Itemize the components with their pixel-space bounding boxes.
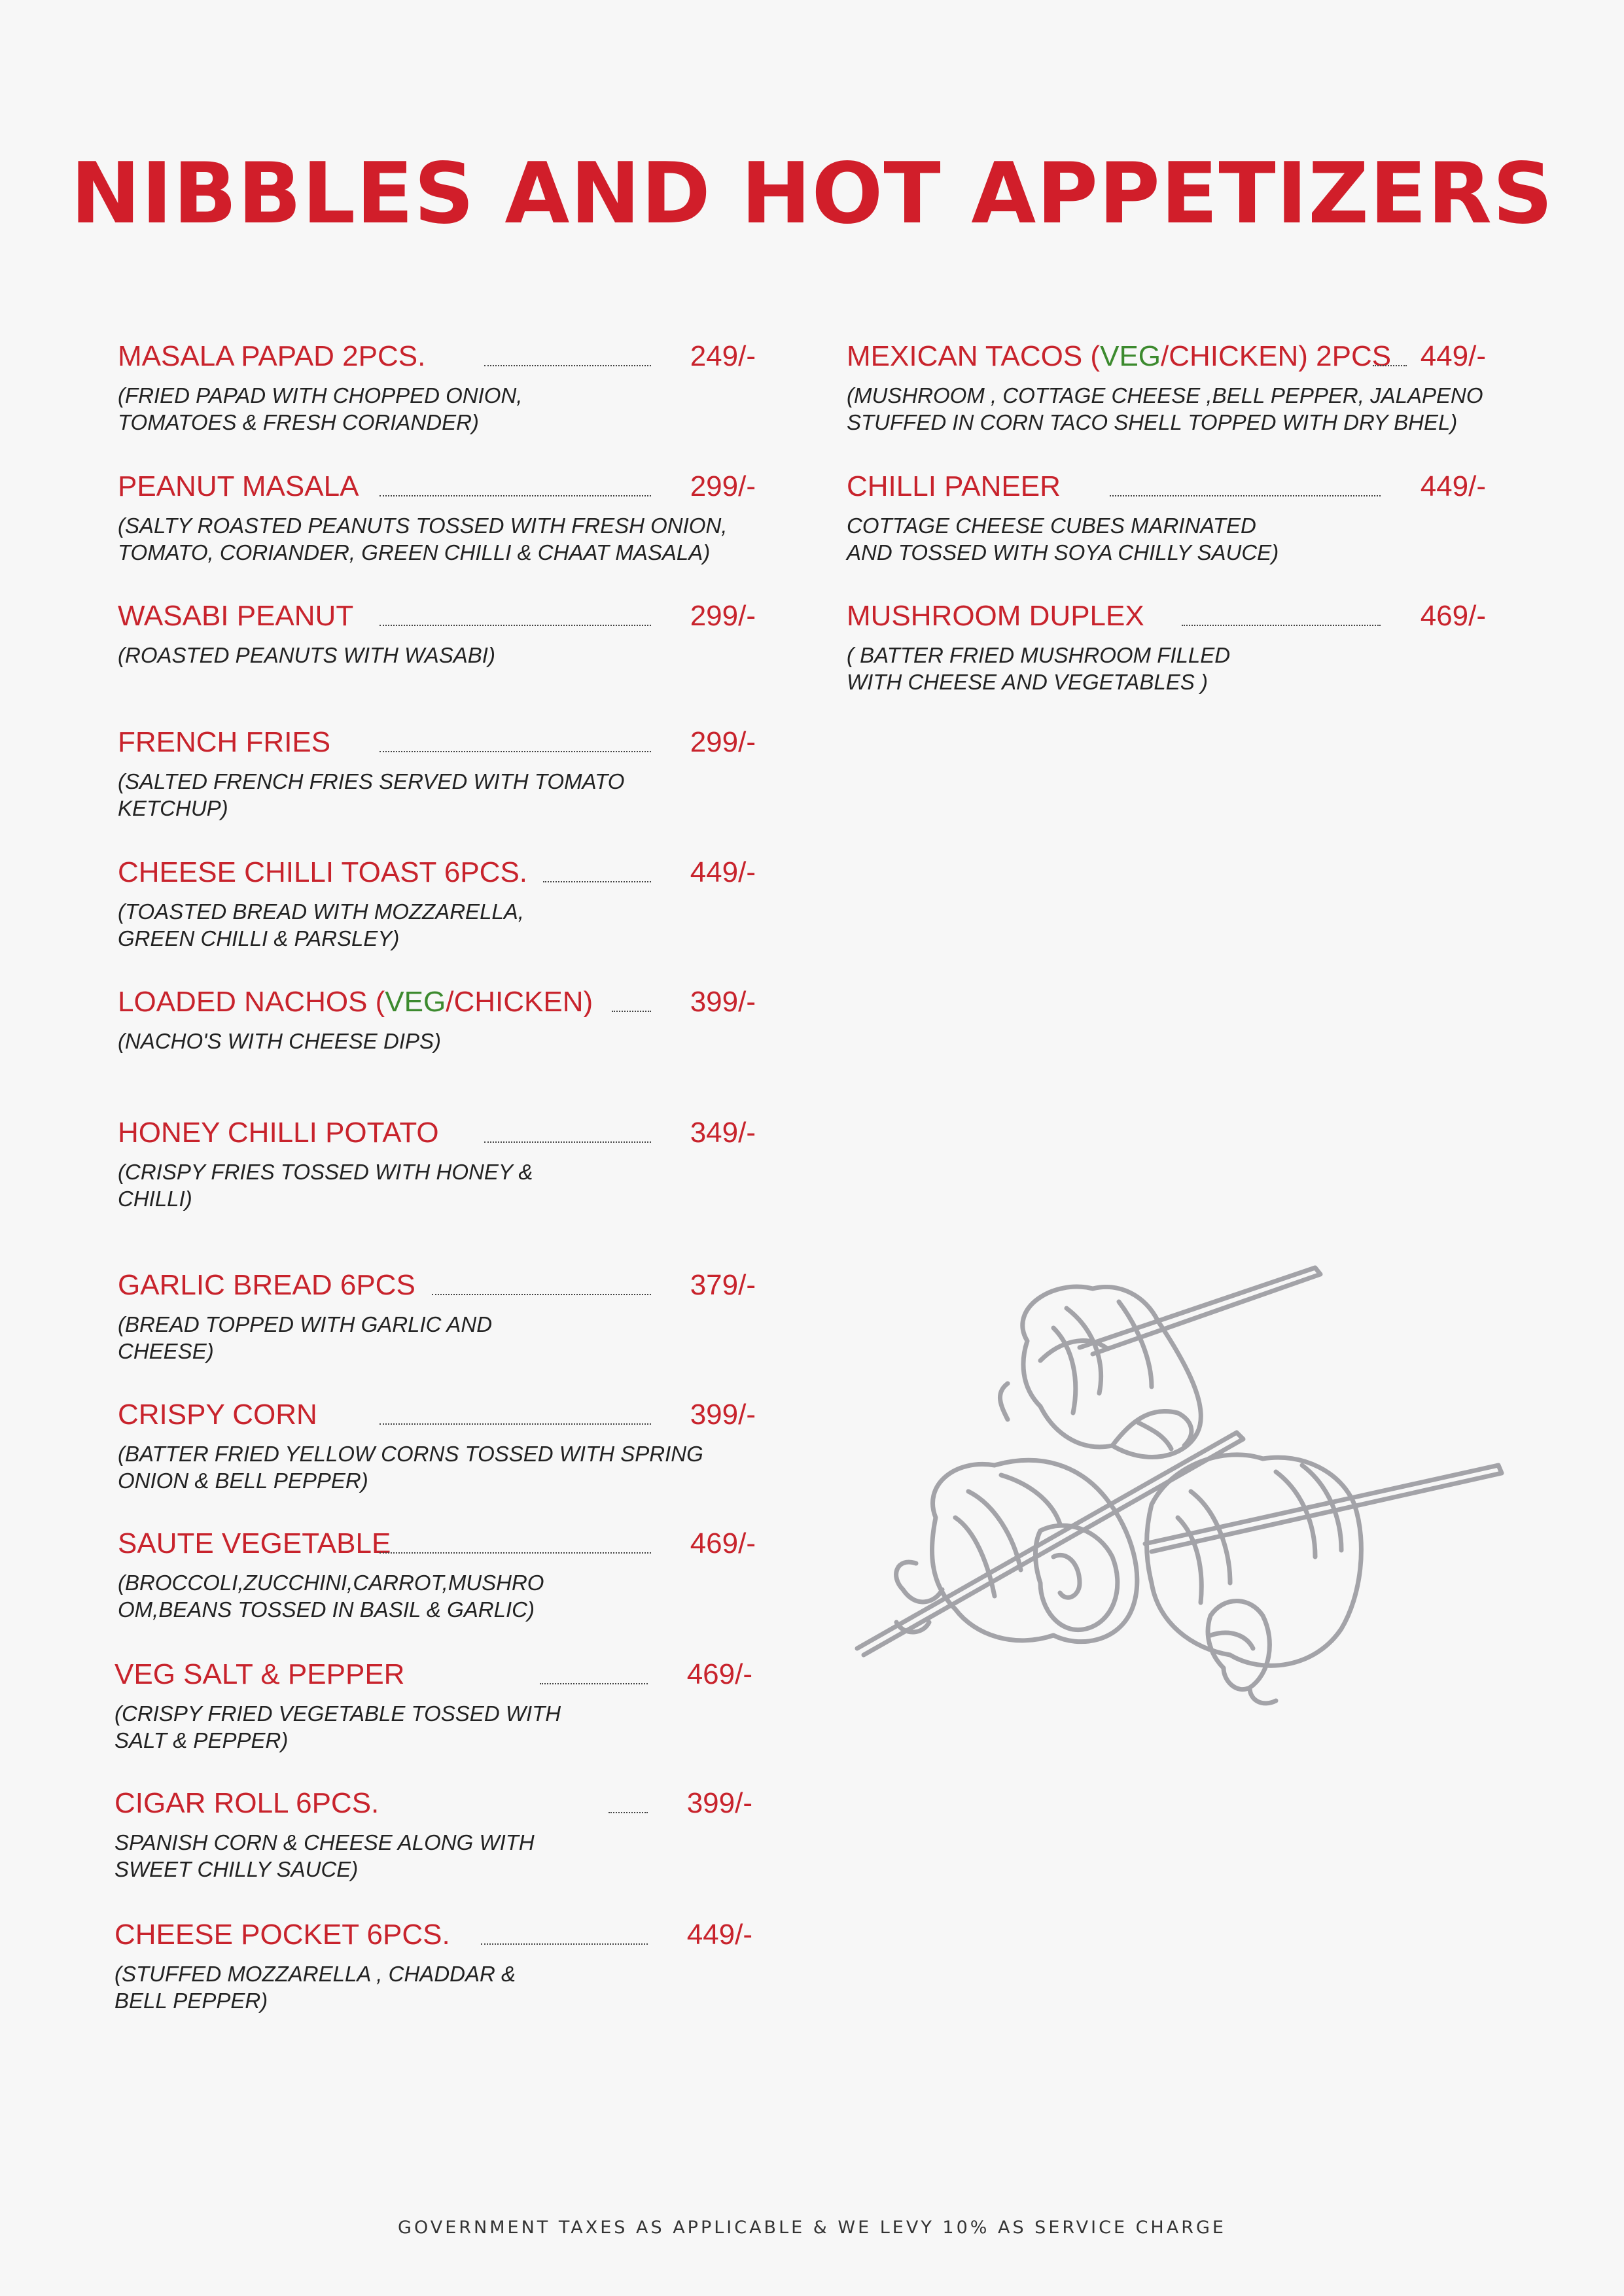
menu-item bbox=[118, 986, 756, 1054]
item-name: SAUTE VEGETABLE bbox=[118, 1527, 391, 1559]
item-name: CHEESE POCKET 6PCS. bbox=[115, 1919, 450, 1951]
leader-dots bbox=[432, 1294, 651, 1295]
item-description: (NACHO'S WITH CHEESE DIPS) bbox=[118, 1029, 442, 1053]
item-name bbox=[118, 986, 593, 1018]
item-description: (ROASTED PEANUTS WITH WASABI) bbox=[118, 643, 495, 667]
item-name-part: MEXICAN TACOS ( bbox=[847, 340, 1101, 372]
menu-item bbox=[118, 1117, 756, 1212]
leader-dots bbox=[380, 1552, 651, 1554]
menu-item bbox=[847, 470, 1486, 566]
item-name: MASALA PAPAD 2PCS. bbox=[118, 340, 426, 372]
item-name: PEANUT MASALA bbox=[118, 470, 359, 502]
veg-label: VEG bbox=[385, 986, 446, 1018]
item-description: (CRISPY FRIES TOSSED WITH HONEY & CHILLI) bbox=[118, 1160, 533, 1211]
item-price: 349/- bbox=[690, 1117, 756, 1149]
item-price: 299/- bbox=[690, 726, 756, 758]
item-name: WASABI PEANUT bbox=[118, 600, 354, 632]
leader-dots bbox=[1373, 365, 1407, 366]
menu-item bbox=[118, 340, 756, 436]
item-name: GARLIC BREAD 6PCS bbox=[118, 1269, 415, 1301]
item-name: CHEESE CHILLI TOAST 6PCS. bbox=[118, 856, 528, 888]
footer-note: GOVERNMENT TAXES AS APPLICABLE & WE LEVY 10% AS SERVICE CHARGE bbox=[398, 2218, 1226, 2238]
item-description: (SALTY ROASTED PEANUTS TOSSED WITH FRESH ONION, TOMATO, CORIANDER, GREEN CHILLI & CHAAT MASALA) bbox=[118, 513, 728, 565]
leader-dots bbox=[543, 881, 651, 882]
item-description: ( BATTER FRIED MUSHROOM FILLED WITH CHEESE AND VEGETABLES ) bbox=[847, 643, 1231, 694]
item-price: 399/- bbox=[690, 1399, 756, 1431]
menu-item bbox=[118, 470, 756, 566]
menu-item bbox=[847, 600, 1486, 695]
menu-item bbox=[115, 1919, 752, 2014]
item-price: 469/- bbox=[1420, 600, 1486, 632]
item-name: MUSHROOM DUPLEX bbox=[847, 600, 1144, 632]
item-name: CRISPY CORN bbox=[118, 1399, 317, 1431]
item-price: 299/- bbox=[690, 600, 756, 632]
item-price: 299/- bbox=[690, 470, 756, 502]
item-name-part: /CHICKEN) 2PCS bbox=[1161, 340, 1392, 372]
item-price: 249/- bbox=[690, 340, 756, 372]
item-description: (STUFFED MOZZARELLA , CHADDAR & BELL PEPPER) bbox=[115, 1962, 516, 2013]
item-name: HONEY CHILLI POTATO bbox=[118, 1117, 439, 1149]
leader-dots bbox=[481, 1943, 648, 1945]
menu-item bbox=[847, 340, 1486, 436]
item-name-part: /CHICKEN) bbox=[446, 986, 593, 1018]
item-description: (BROCCOLI,ZUCCHINI,CARROT,MUSHRO OM,BEANS TOSSED IN BASIL & GARLIC) bbox=[118, 1571, 544, 1622]
leader-dots bbox=[484, 1141, 651, 1143]
leader-dots bbox=[540, 1683, 648, 1684]
leader-dots bbox=[1182, 625, 1381, 626]
leader-dots bbox=[380, 1423, 651, 1425]
menu-item bbox=[118, 856, 756, 952]
item-price: 399/- bbox=[690, 986, 756, 1018]
menu-item bbox=[118, 600, 756, 669]
item-description: (BREAD TOPPED WITH GARLIC AND CHEESE) bbox=[118, 1312, 493, 1363]
item-price: 449/- bbox=[690, 856, 756, 888]
leader-dots bbox=[484, 365, 651, 366]
item-price: 449/- bbox=[1420, 470, 1486, 502]
menu-item bbox=[118, 1527, 756, 1623]
leader-dots bbox=[380, 625, 651, 626]
item-name bbox=[847, 340, 1391, 373]
leader-dots bbox=[380, 495, 651, 496]
menu-item bbox=[115, 1658, 752, 1754]
menu-item bbox=[118, 726, 756, 822]
item-name-part: LOADED NACHOS ( bbox=[118, 986, 385, 1018]
stuffed-rolls-illustration bbox=[844, 1256, 1531, 1779]
leader-dots bbox=[612, 1011, 651, 1012]
item-name: CHILLI PANEER bbox=[847, 470, 1061, 502]
item-description: (SALTED FRENCH FRIES SERVED WITH TOMATO KETCHUP) bbox=[118, 769, 625, 820]
item-description: (MUSHROOM , COTTAGE CHEESE ,BELL PEPPER, JALAPENO STUFFED IN CORN TACO SHELL TOPPED WITH DRY BHEL) bbox=[847, 383, 1483, 434]
item-description: (FRIED PAPAD WITH CHOPPED ONION, TOMATOES & FRESH CORIANDER) bbox=[118, 383, 523, 434]
item-name: FRENCH FRIES bbox=[118, 726, 331, 758]
leader-dots bbox=[1110, 495, 1381, 496]
item-price: 449/- bbox=[686, 1919, 752, 1951]
item-price: 449/- bbox=[1420, 340, 1486, 372]
menu-item bbox=[118, 1399, 756, 1494]
item-price: 399/- bbox=[686, 1787, 752, 1819]
menu-item bbox=[118, 1269, 756, 1365]
item-price: 379/- bbox=[690, 1269, 756, 1301]
item-description: (BATTER FRIED YELLOW CORNS TOSSED WITH SPRING ONION & BELL PEPPER) bbox=[118, 1442, 703, 1493]
leader-dots bbox=[609, 1812, 648, 1813]
item-description: SPANISH CORN & CHEESE ALONG WITH SWEET CHILLY SAUCE) bbox=[115, 1830, 535, 1881]
menu-title: NIBBLES AND HOT APPETIZERS bbox=[70, 145, 1554, 243]
item-description: (TOASTED BREAD WITH MOZZARELLA, GREEN CHILLI & PARSLEY) bbox=[118, 899, 524, 950]
item-price: 469/- bbox=[690, 1527, 756, 1559]
item-description: (CRISPY FRIED VEGETABLE TOSSED WITH SALT & PEPPER) bbox=[115, 1701, 561, 1752]
item-name: CIGAR ROLL 6PCS. bbox=[115, 1787, 380, 1819]
menu-item bbox=[115, 1787, 752, 1883]
item-name: VEG SALT & PEPPER bbox=[115, 1658, 405, 1690]
leader-dots bbox=[380, 751, 651, 752]
veg-label: VEG bbox=[1100, 340, 1161, 372]
item-price: 469/- bbox=[686, 1658, 752, 1690]
item-description: COTTAGE CHEESE CUBES MARINATED AND TOSSED WITH SOYA CHILLY SAUCE) bbox=[847, 513, 1279, 565]
